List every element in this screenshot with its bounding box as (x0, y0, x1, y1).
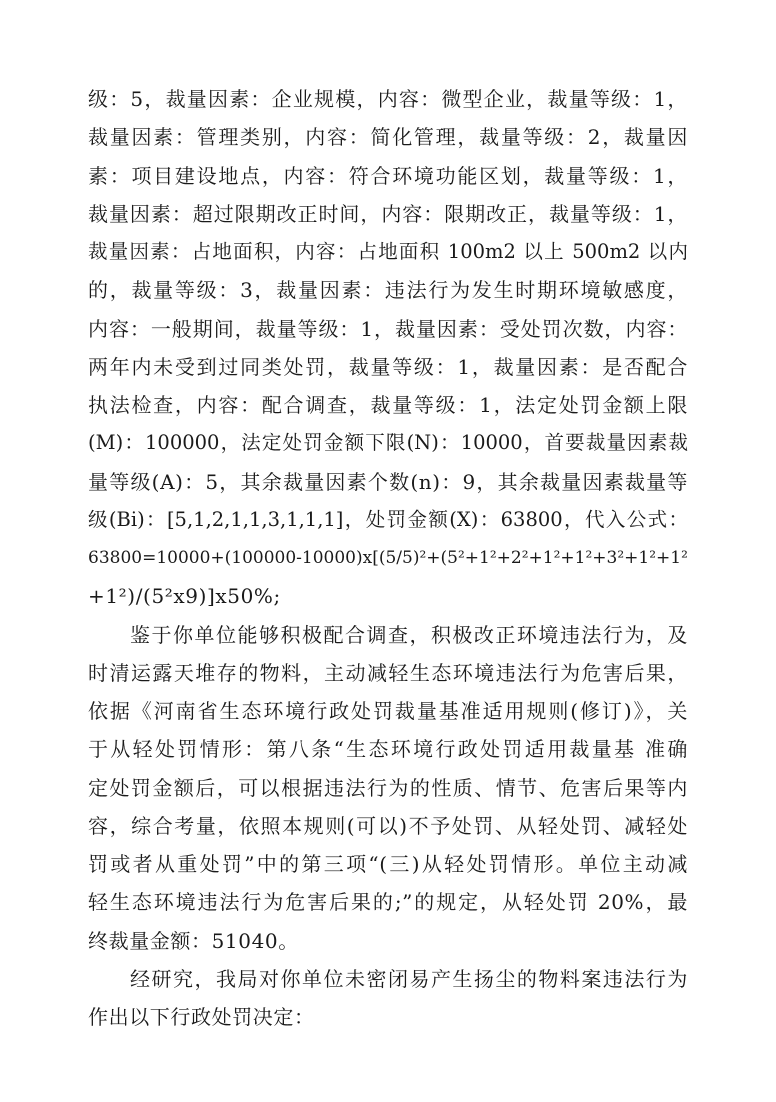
text-line: 内容：一般期间，裁量等级：1，裁量因素：受处罚次数，内容： (88, 316, 688, 341)
text-line: 鉴于你单位能够积极配合调查，积极改正环境违法行为，及 (130, 622, 688, 647)
text-line: 定处罚金额后，可以根据违法行为的性质、情节、危害后果等内 (88, 775, 688, 800)
text-line: 依据《河南省生态环境行政处罚裁量基准适用规则(修订)》，关 (88, 699, 688, 723)
text-line: 罚或者从重处罚”中的第三项“(三)从轻处罚情形。单位主动减 (88, 852, 688, 876)
text-line: 作出以下行政处罚决定： (88, 1005, 315, 1029)
text-line: 的，裁量等级：3，裁量因素：违法行为发生时期环境敏感度， (88, 278, 688, 303)
text-line: 级：5，裁量因素：企业规模，内容：微型企业，裁量等级：1， (88, 87, 688, 111)
text-line: (M)：100000，法定处罚金额下限(N)：10000，首要裁量因素裁 (88, 431, 688, 455)
text-line: 素：项目建设地点，内容：符合环境功能区划，裁量等级：1， (88, 163, 688, 188)
document-body (88, 80, 688, 1036)
text-line: 终裁量金额：51040。 (88, 928, 299, 953)
text-line: 裁量因素：管理类别，内容：简化管理，裁量等级：2，裁量因 (88, 125, 688, 150)
formula-line: +1²)/(5²x9)]x50%; (88, 584, 281, 609)
text-line: 于从轻处罚情形：第八条“生态环境行政处罚适用裁量基 准确 (88, 737, 688, 762)
text-line: 轻生态环境违法行为危害后果的;”的规定，从轻处罚 20%，最 (88, 890, 688, 915)
text-line: 时清运露天堆存的物料，主动减轻生态环境违法行为危害后果， (88, 660, 688, 685)
text-line: 量等级(A)：5，其余裁量因素个数(n)：9，其余裁量因素裁量等 (88, 469, 688, 494)
text-line: 裁量因素：超过限期改正时间，内容：限期改正，裁量等级：1， (88, 201, 688, 226)
text-line: 经研究，我局对你单位未密闭易产生扬尘的物料案违法行为 (130, 966, 688, 991)
formula-line: 63800=10000+(100000-10000)x[(5/5)²+(5²+1²+2²+1²+1²+3²+1²+1² (88, 548, 688, 568)
paragraph-decision (88, 960, 688, 1037)
text-line: 两年内未受到过同类处罚，裁量等级：1，裁量因素：是否配合 (88, 354, 688, 379)
paragraph-discretion-factors (88, 80, 688, 616)
text-line: 容，综合考量，依照本规则(可以)不予处罚、从轻处罚、减轻处 (88, 813, 688, 838)
text-line: 执法检查，内容：配合调查，裁量等级：1，法定处罚金额上限 (88, 393, 688, 417)
text-line: 级(Bi)：[5,1,2,1,1,3,1,1,1]，处罚金额(X)：63800，代入公式： (88, 507, 688, 531)
text-line: 裁量因素：占地面积，内容：占地面积 100m2 以上 500m2 以内 (88, 240, 688, 263)
paragraph-mitigation (88, 616, 688, 960)
